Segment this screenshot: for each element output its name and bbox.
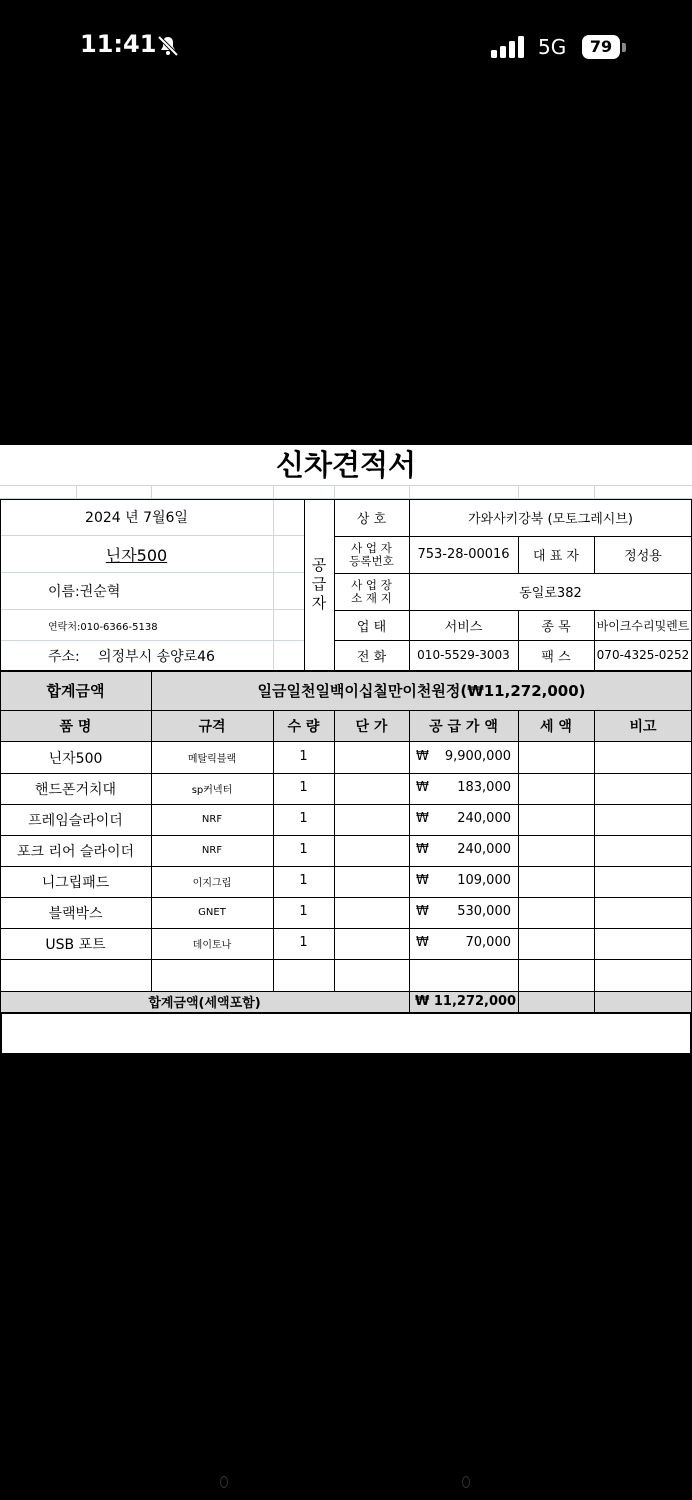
header-tax: 세 액 — [540, 719, 572, 735]
item-name: 닌자500 — [48, 750, 103, 767]
model-name: 닌자500 — [105, 545, 168, 565]
home-indicator-left — [220, 1476, 228, 1488]
item-qty: 1 — [299, 811, 308, 826]
item-name: 핸드폰거치대 — [34, 781, 117, 798]
fax-label: 팩 스 — [541, 649, 571, 665]
header-unit-price: 단 가 — [355, 719, 388, 735]
header-note: 비고 — [629, 719, 657, 735]
item-label: 종 목 — [541, 619, 571, 635]
grand-total-value: ₩ 11,272,000 — [415, 994, 517, 1009]
item-spec: 데이토나 — [192, 940, 232, 951]
item-currency: ₩ — [416, 873, 429, 888]
item-qty: 1 — [299, 842, 308, 857]
grand-total-label: 합계금액(세액포함) — [148, 996, 261, 1011]
status-time: 11:41 — [80, 30, 157, 58]
item-qty: 1 — [299, 749, 308, 764]
phone-label: 전 화 — [356, 649, 387, 665]
item-currency: ₩ — [416, 749, 429, 764]
item-qty: 1 — [299, 780, 308, 795]
header-spec: 규격 — [198, 719, 226, 735]
ceo-label: 대 표 자 — [533, 549, 579, 564]
item-currency: ₩ — [416, 904, 429, 919]
header-supply-amount: 공 급 가 액 — [429, 719, 498, 735]
item-amount: 70,000 — [465, 935, 511, 950]
customer-name: 이름:권순혁 — [48, 584, 121, 600]
item-amount: 240,000 — [457, 842, 511, 857]
item-spec: GNET — [198, 907, 226, 918]
item-name: 블랙박스 — [48, 905, 103, 922]
item-name: 프레임슬라이더 — [28, 812, 123, 829]
item-currency: ₩ — [416, 780, 429, 795]
customer-contact: 연락처:010-6366-5138 — [48, 621, 158, 633]
network-type: 5G — [538, 35, 567, 59]
signal-icon — [491, 36, 527, 58]
business-value: 서비스 — [444, 619, 483, 635]
location-value: 동일로382 — [519, 586, 582, 601]
customer-address: 의정부시 송양로46 — [98, 648, 215, 665]
item-currency: ₩ — [416, 842, 429, 857]
item-amount: 240,000 — [457, 811, 511, 826]
item-amount: 109,000 — [457, 873, 511, 888]
item-currency: ₩ — [416, 811, 429, 826]
item-currency: ₩ — [416, 935, 429, 950]
supplier-label: 공 급 자 — [311, 556, 327, 612]
location-label: 사 업 장 소 재 지 — [351, 577, 392, 605]
battery-tip — [622, 43, 626, 52]
phone-value: 010-5529-3003 — [417, 648, 510, 662]
estimate-date: 2024 년 7월6일 — [85, 510, 188, 526]
ceo-value: 정성용 — [624, 549, 662, 564]
item-amount: 530,000 — [457, 904, 511, 919]
battery-icon: 79 — [582, 35, 620, 59]
item-spec: NRF — [201, 845, 223, 856]
regno-value: 753-28-00016 — [417, 547, 510, 562]
item-amount: 183,000 — [457, 780, 511, 795]
regno-label: 사 업 자 등록번호 — [349, 540, 394, 568]
item-spec: sp커넥터 — [191, 785, 233, 796]
item-name: 니그립패드 — [41, 874, 110, 891]
item-amount: 9,900,000 — [444, 749, 511, 764]
header-item-name: 품 명 — [59, 719, 92, 735]
company-value: 가와사키강북 (모토그레시브) — [468, 512, 633, 527]
item-name: USB 포트 — [45, 936, 106, 953]
item-spec: 메탈릭블랙 — [187, 754, 237, 765]
item-qty: 1 — [299, 904, 308, 919]
company-label: 상 호 — [356, 512, 387, 527]
total-label: 합계금액 — [46, 682, 105, 700]
item-name: 포크 리어 슬라이더 — [16, 843, 135, 860]
fax-value: 070-4325-0252 — [596, 648, 690, 662]
item-value: 바이크수리및렌트 — [596, 618, 690, 633]
item-spec: 이지그립 — [192, 878, 232, 889]
estimate-document — [0, 445, 692, 1055]
address-label: 주소: — [48, 648, 80, 665]
header-qty: 수 량 — [287, 719, 320, 735]
item-spec: NRF — [201, 814, 223, 825]
home-indicator-right — [462, 1476, 470, 1488]
silent-bell-icon — [156, 34, 180, 58]
item-qty: 1 — [299, 873, 308, 888]
business-label: 업 태 — [356, 619, 387, 635]
total-in-words: 일금일천일백이십칠만이천원정(₩11,272,000) — [257, 682, 586, 700]
item-qty: 1 — [299, 935, 308, 950]
document-title: 신차견적서 — [275, 448, 417, 482]
